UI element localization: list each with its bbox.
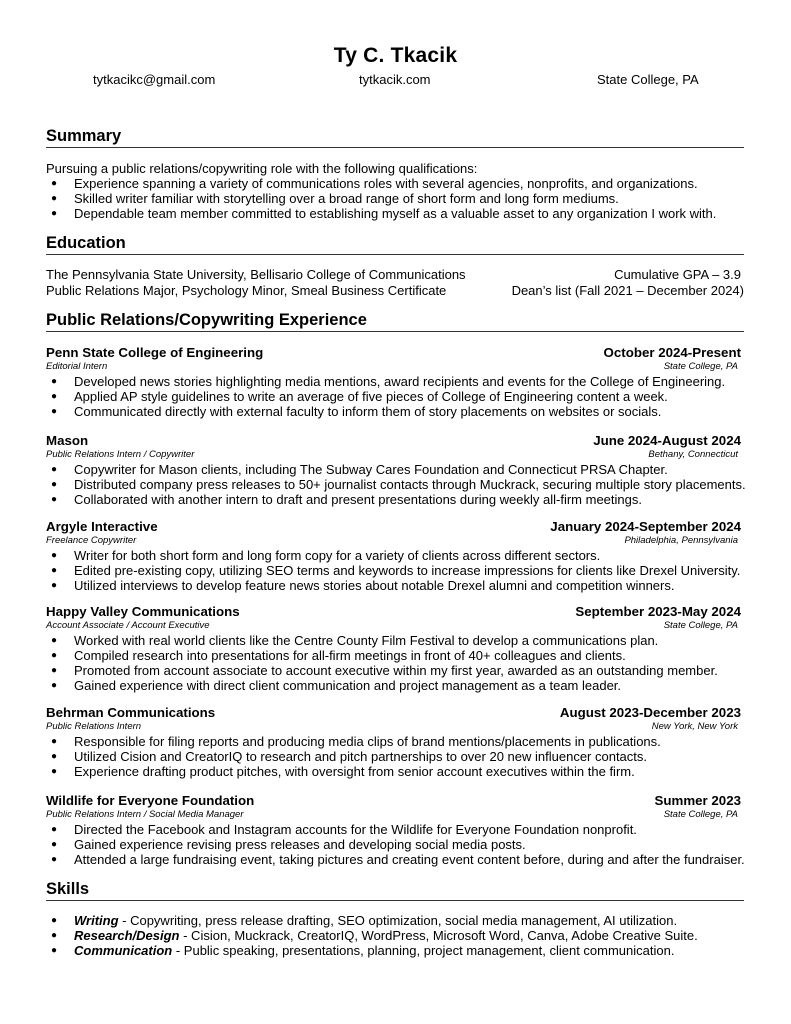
job-subheader [46,361,741,372]
bullet-icon: ● [51,193,58,204]
education-row [46,283,744,299]
job-subheader [46,449,741,460]
bullet-icon: ● [51,930,58,941]
list-item: ● Experience spanning a variety of communications roles with several agencies, nonprofits, and organizations. [51,176,698,191]
job-organization: Argyle Interactive [46,519,158,534]
job-organization: Happy Valley Communications [46,604,240,619]
job-header [46,705,741,721]
list-item: ● Promoted from account associate to account executive within my first year, awarded as an outstanding member. [51,663,718,678]
job-location: State College, PA [663,361,738,372]
job-bullets [46,734,744,779]
bullet-icon: ● [51,766,58,777]
contact-location: State College, PA [597,72,699,87]
job-bullets [46,374,744,419]
job-dates: September 2023-May 2024 [575,604,741,619]
skill-category: Writing [74,913,119,928]
bullet-icon: ● [51,565,58,576]
job-dates: Summer 2023 [654,793,741,808]
list-item: ● Gained experience with direct client communication and project management as a team leader. [51,678,622,693]
resume-name: Ty C. Tkacik [333,44,458,67]
bullet-icon: ● [51,915,58,926]
skill-item [46,943,744,958]
bullet-icon: ● [51,178,58,189]
list-item: ● Directed the Facebook and Instagram accounts for the Wildlife for Everyone Foundation nonprofit. [51,822,637,837]
bullet-icon: ● [51,665,58,676]
list-item: ● Utilized Cision and CreatorIQ to research and pitch partnerships to over 20 new influencer contacts. [51,749,648,764]
section-title-experience: Public Relations/Copywriting Experience [46,311,744,332]
bullet-icon: ● [51,494,58,505]
job-organization: Behrman Communications [46,705,216,720]
bullet-icon: ● [51,391,58,402]
contact-website: tytkacik.com [359,72,431,87]
skill-item [46,913,744,928]
job-role: Account Associate / Account Executive [46,620,210,631]
skill-category: Communication [74,943,173,958]
job-header [46,604,741,620]
job-bullets [46,633,744,693]
bullet-icon: ● [51,550,58,561]
list-item: ● Edited pre-existing copy, utilizing SEO terms and keywords to increase impressions for clients like Drexel University. [51,563,741,578]
summary-intro: Pursuing a public relations/copywriting role with the following qualifications: [46,161,478,176]
bullet-icon: ● [51,680,58,691]
job-subheader [46,620,741,631]
skill-category: Research/Design [74,928,180,943]
job-role: Public Relations Intern / Social Media Manager [46,809,244,820]
job-organization: Mason [46,433,89,448]
section-title-education: Education [46,234,744,255]
list-item: ● Developed news stories highlighting media mentions, award recipients and events for the College of Engineering. [51,374,726,389]
bullet-icon: ● [51,650,58,661]
job-location: State College, PA [663,620,738,631]
job-role: Editorial Intern [46,361,108,372]
contact-email: tytkacikc@gmail.com [93,72,216,87]
job-bullets [46,548,744,593]
job-header [46,519,741,535]
list-item: ● Skilled writer familiar with storytelling over a broad range of short form and long form mediums. [51,191,619,206]
job-bullets [46,822,744,867]
section-title-skills: Skills [46,880,744,901]
education-major: Public Relations Major, Psychology Minor, Smeal Business Certificate [46,283,447,298]
list-item: ● Compiled research into presentations for all-firm meetings in front of 40+ colleagues and clients. [51,648,626,663]
job-dates: January 2024-September 2024 [550,519,741,534]
bullet-icon: ● [51,854,58,865]
bullet-icon: ● [51,208,58,219]
job-location: Philadelphia, Pennsylvania [624,535,738,546]
bullet-icon: ● [51,824,58,835]
list-item: ● Distributed company press releases to 50+ journalist contacts through Muckrack, securing multiple story placements. [51,477,746,492]
job-header [46,345,741,361]
job-location: New York, New York [651,721,738,732]
skill-detail: - Public speaking, presentations, planning, project management, client communication. [172,943,675,958]
list-item: ● Gained experience revising press releases and developing social media posts. [51,837,526,852]
job-subheader [46,721,741,732]
bullet-icon: ● [51,479,58,490]
list-item: ● Worked with real world clients like the Centre County Film Festival to develop a communications plan. [51,633,659,648]
bullet-icon: ● [51,839,58,850]
bullet-icon: ● [51,406,58,417]
bullet-icon: ● [51,580,58,591]
job-bullets [46,462,744,507]
bullet-icon: ● [51,751,58,762]
education-gpa: Cumulative GPA – 3.9 [614,267,741,282]
education-row [46,267,744,283]
list-item: ● Experience drafting product pitches, with oversight from senior account executives within the firm. [51,764,635,779]
bullet-icon: ● [51,635,58,646]
skill-item [46,928,744,943]
job-location: State College, PA [663,809,738,820]
bullet-icon: ● [51,464,58,475]
education-deans-list: Dean’s list (Fall 2021 – December 2024) [511,283,744,298]
list-item: ● Communicated directly with external faculty to inform them of story placements on websites or socials. [51,404,662,419]
job-role: Public Relations Intern [46,721,142,732]
job-role: Public Relations Intern / Copywriter [46,449,195,460]
job-dates: October 2024-Present [603,345,741,360]
bullet-icon: ● [51,945,58,956]
job-location: Bethany, Connecticut [648,449,738,460]
list-item: ● Utilized interviews to develop feature news stories about notable Drexel alumni and competition winners. [51,578,675,593]
list-item: ● Responsible for filing reports and producing media clips of brand mentions/placements in publications. [51,734,661,749]
bullet-icon: ● [51,376,58,387]
job-subheader [46,809,741,820]
job-role: Freelance Copywriter [46,535,137,546]
skill-detail: - Cision, Muckrack, CreatorIQ, WordPress, Microsoft Word, Canva, Adobe Creative Suite. [179,928,698,943]
summary-bullets [46,176,744,221]
skill-detail: - Copywriting, press release drafting, SEO optimization, social media management, AI utilization. [118,913,678,928]
section-title-summary: Summary [46,127,744,148]
job-organization: Penn State College of Engineering [46,345,264,360]
list-item: ● Dependable team member committed to establishing myself as a valuable asset to any organization I work with. [51,206,717,221]
list-item: ● Copywriter for Mason clients, including The Subway Cares Foundation and Connecticut PRSA Chapter. [51,462,668,477]
job-header [46,433,741,449]
job-dates: August 2023-December 2023 [559,705,741,720]
list-item: ● Collaborated with another intern to draft and present presentations during weekly all-firm meetings. [51,492,642,507]
job-header [46,793,741,809]
list-item: ● Writer for both short form and long form copy for a variety of clients across different sectors. [51,548,601,563]
list-item: ● Applied AP style guidelines to write an average of five pieces of College of Engineering content a week. [51,389,668,404]
job-dates: June 2024-August 2024 [593,433,741,448]
education-school: The Pennsylvania State University, Bellisario College of Communications [46,267,466,282]
skills-list [46,913,744,958]
list-item: ● Attended a large fundraising event, taking pictures and creating event content before, during and after the fundraiser. [51,852,745,867]
job-subheader [46,535,741,546]
job-organization: Wildlife for Everyone Foundation [46,793,255,808]
bullet-icon: ● [51,736,58,747]
